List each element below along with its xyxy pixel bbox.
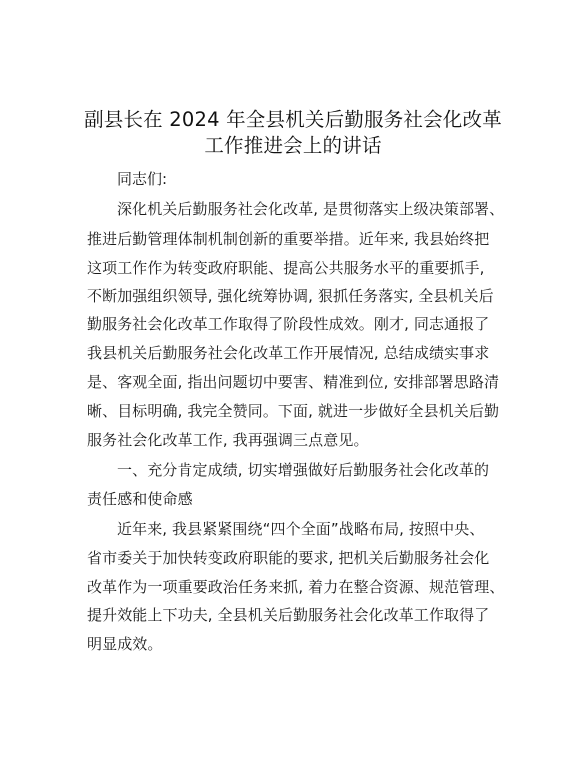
paragraph-2-line: 省市委关于加快转变政府职能的要求, 把机关后勤服务社会化 <box>87 549 490 567</box>
paragraph-2-line: 改革作为一项重要政治任务来抓, 着力在整合资源、规范管理、 <box>87 578 505 596</box>
paragraph-2-line: 近年来, 我县紧紧围绕“四个全面”战略布局, 按照中央、 <box>117 520 485 538</box>
salutation: 同志们: <box>117 170 168 188</box>
paragraph-1-line: 这项工作作为转变政府职能、提高公共服务水平的重要抓手, <box>87 259 485 277</box>
paragraph-1-line: 是、客观全面, 指出问题切中要害、精准到位, 安排部署思路清 <box>87 373 500 391</box>
paragraph-1-line: 晰、目标明确, 我完全赞同。下面, 就进一步做好全县机关后勤 <box>87 402 500 420</box>
document-title-line-2: 工作推进会上的讲话 <box>204 134 382 157</box>
document-title-line-1: 副县长在 2024 年全县机关后勤服务社会化改革 <box>84 108 502 131</box>
paragraph-1-line: 不断加强组织领导, 强化统筹协调, 狠抓任务落实, 全县机关后 <box>87 287 494 305</box>
section-heading-line: 一、充分肯定成绩, 切实增强做好后勤服务社会化改革的 <box>117 461 490 479</box>
paragraph-1-line: 深化机关后勤服务社会化改革, 是贯彻落实上级决策部署、 <box>117 200 505 218</box>
paragraph-2-line: 明显成效。 <box>87 635 163 653</box>
paragraph-1-line: 推进后勤管理体制机制创新的重要举措。近年来, 我县始终把 <box>87 230 490 248</box>
paragraph-1-line: 服务社会化改革工作, 我再强调三点意见。 <box>87 431 369 449</box>
paragraph-2-line: 提升效能上下功夫, 全县机关后勤服务社会化改革工作取得了 <box>87 606 490 624</box>
paragraph-1-line: 勤服务社会化改革工作取得了阶段性成效。刚才, 同志通报了 <box>87 315 490 333</box>
paragraph-1-line: 我县机关后勤服务社会化改革工作开展情况, 总结成绩实事求 <box>87 344 490 362</box>
section-heading-line: 责任感和使命感 <box>87 490 193 508</box>
